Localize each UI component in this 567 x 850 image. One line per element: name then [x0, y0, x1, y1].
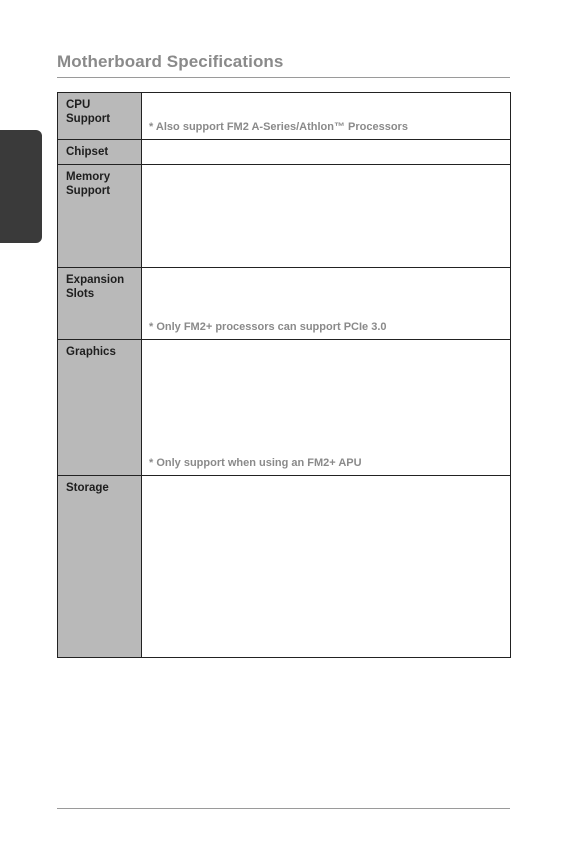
spec-note-cpu-support: * Also support FM2 A-Series/Athlon™ Processors	[149, 121, 408, 133]
page-title: Motherboard Specifications	[57, 52, 284, 71]
spec-label-storage: Storage	[66, 482, 109, 494]
spec-value-cell	[142, 340, 511, 476]
spec-value-cell	[142, 93, 511, 140]
spec-label-memory-support: Memory Support	[66, 171, 111, 197]
spec-value-cell	[142, 165, 511, 268]
spec-row-expansion-slots	[58, 268, 511, 340]
spec-label-chipset: Chipset	[66, 146, 109, 158]
spec-value-cell	[142, 268, 511, 340]
spec-label-cell	[58, 93, 142, 140]
title-divider	[57, 77, 510, 78]
spec-label-cpu-support: CPU Support	[66, 99, 111, 125]
spec-label-cell	[58, 140, 142, 165]
spec-value-cell	[142, 476, 511, 658]
spec-label-cell	[58, 268, 142, 340]
spec-value-cell	[142, 140, 511, 165]
spec-row-storage	[58, 476, 511, 658]
specifications-table	[57, 92, 511, 658]
spec-row-memory-support	[58, 165, 511, 268]
spec-label-cell	[58, 476, 142, 658]
spec-label-cell	[58, 165, 142, 268]
spec-row-graphics	[58, 340, 511, 476]
spec-row-chipset	[58, 140, 511, 165]
spec-row-cpu-support	[58, 93, 511, 140]
chapter-side-tab	[0, 130, 42, 243]
spec-note-expansion-slots: * Only FM2+ processors can support PCIe 3.0	[149, 321, 387, 333]
spec-label-expansion-slots: Expansion Slots	[66, 274, 125, 300]
spec-label-graphics: Graphics	[66, 346, 116, 358]
spec-label-cell	[58, 340, 142, 476]
spec-note-graphics: * Only support when using an FM2+ APU	[149, 457, 362, 469]
footer-divider	[57, 808, 510, 809]
